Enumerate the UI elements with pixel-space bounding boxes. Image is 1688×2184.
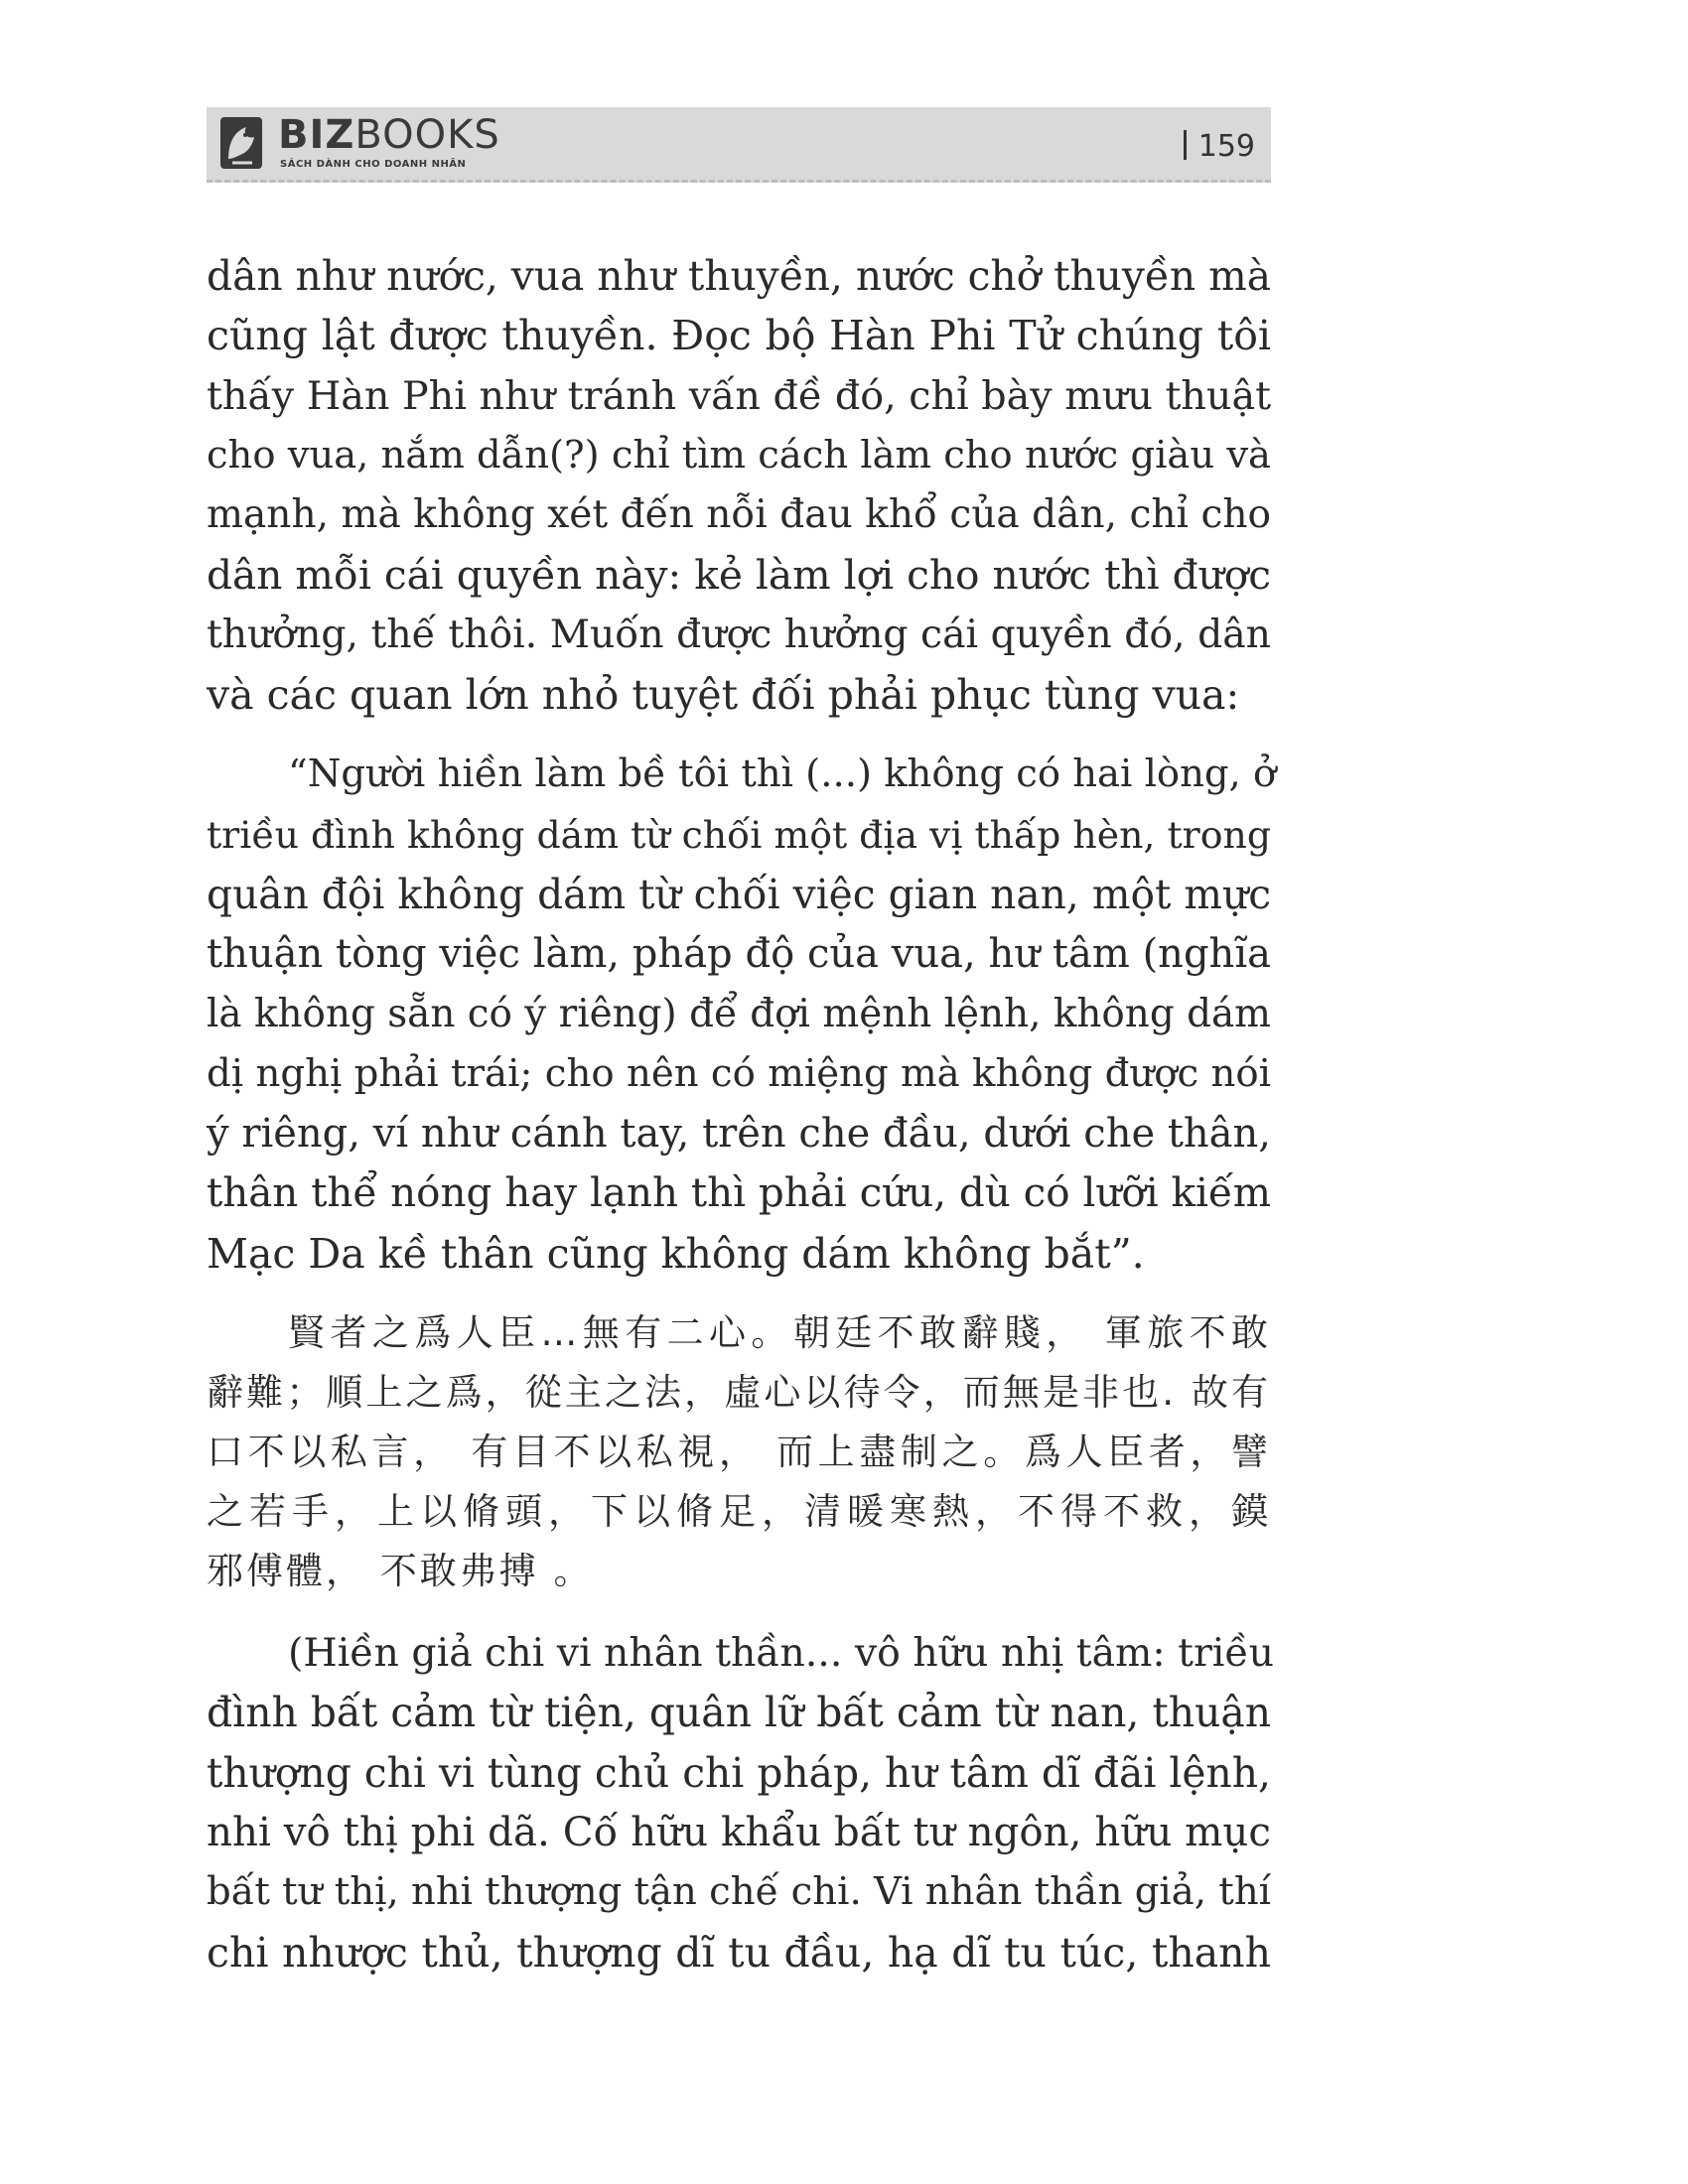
page-number xyxy=(1184,129,1255,164)
page-header xyxy=(207,107,1271,183)
paragraph-transliteration xyxy=(207,1623,1274,1982)
text-line: quân đội không dám từ chối việc gian nan, một mực xyxy=(207,870,1271,918)
text-line: thưởng, thế thôi. Muốn được hưởng cái quyền đó, dân xyxy=(207,612,1271,657)
text-line: là không sẵn có ý riêng) để đợi mệnh lệnh, không dám xyxy=(207,991,1271,1036)
text-line: “Người hiền làm bề tôi thì (...) không có hai lòng, ở xyxy=(288,751,1277,797)
brand-bold: BIZ xyxy=(278,112,355,158)
text-line: mạnh, mà không xét đến nỗi đau khổ của dân, chỉ cho xyxy=(207,492,1271,538)
page-number-divider xyxy=(1184,130,1187,160)
text-line: nhi vô thị phi dã. Cố hữu khẩu bất tư ngôn, hữu mục xyxy=(207,1808,1271,1855)
page-number-value: 159 xyxy=(1197,129,1255,164)
text-line: 賢者之爲人臣…無有二心。朝廷不敢辭賤， 軍旅不敢 xyxy=(288,1311,1271,1355)
text-line: 邪傅體， 不敢弗搏 。 xyxy=(207,1550,594,1593)
text-line: dị nghị phải trái; cho nên có miệng mà không được nói xyxy=(207,1050,1271,1096)
text-line: chi nhược thủ, thượng dĩ tu đầu, hạ dĩ tu túc, thanh xyxy=(207,1928,1271,1977)
text-line: dân mỗi cái quyền này: kẻ làm lợi cho nước thì được xyxy=(207,551,1271,600)
book-lion-icon xyxy=(218,113,264,173)
text-line: Mạc Da kề thân cũng không dám không bắt”. xyxy=(207,1229,1145,1278)
text-line: thấy Hàn Phi như tránh vấn đề đó, chỉ bày mưu thuật xyxy=(207,372,1271,419)
paragraph-quote xyxy=(207,745,1277,1284)
text-line: triều đình không dám từ chối một địa vị thấp hèn, trong xyxy=(207,812,1271,857)
text-line: 之若手，上以脩頭，下以脩足，清暖寒熱，不得不救，鏌 xyxy=(207,1490,1271,1534)
text-line: bất tư thị, nhi thượng tận chế chi. Vi nhân thần giả, thí xyxy=(207,1869,1271,1915)
text-line: (Hiền giả chi vi nhân thần... vô hữu nhị tâm: triều xyxy=(288,1630,1274,1677)
brand-tagline: SÁCH DÀNH CHO DOANH NHÂN xyxy=(280,159,467,170)
text-line: ý riêng, ví như cánh tay, trên che đầu, dưới che thân, xyxy=(207,1111,1271,1158)
text-line: thân thể nóng hay lạnh thì phải cứu, dù có lưỡi kiếm xyxy=(207,1169,1271,1217)
text-line: thượng chi vi tùng chủ chi pháp, hư tâm dĩ đãi lệnh, xyxy=(207,1748,1271,1797)
text-line: thuận tòng việc làm, pháp độ của vua, hư tâm (nghĩa xyxy=(207,931,1271,978)
text-line: 辭難；順上之爲，從主之法，虛心以待令，而無是非也. 故有 xyxy=(207,1371,1271,1415)
text-line: dân như nước, vua như thuyền, nước chở thuyền mà xyxy=(207,252,1271,300)
text-line: và các quan lớn nhỏ tuyệt đối phải phục tùng vua: xyxy=(207,671,1240,720)
text-line: cũng lật được thuyền. Đọc bộ Hàn Phi Tử chúng tôi xyxy=(207,312,1271,360)
paragraph-chinese-original xyxy=(207,1303,1271,1601)
paragraph-intro xyxy=(207,246,1271,725)
brand-light: BOOKS xyxy=(354,112,500,158)
brand-name xyxy=(278,111,500,159)
text-line: 口不以私言， 有目不以私視， 而上盡制之。爲人臣者，譬 xyxy=(207,1431,1271,1474)
page-body xyxy=(207,246,1277,1982)
text-line: đình bất cảm từ tiện, quân lữ bất cảm từ nan, thuận xyxy=(207,1689,1271,1737)
text-line: cho vua, nắm dẫn(?) chỉ tìm cách làm cho nước giàu và xyxy=(207,432,1271,478)
